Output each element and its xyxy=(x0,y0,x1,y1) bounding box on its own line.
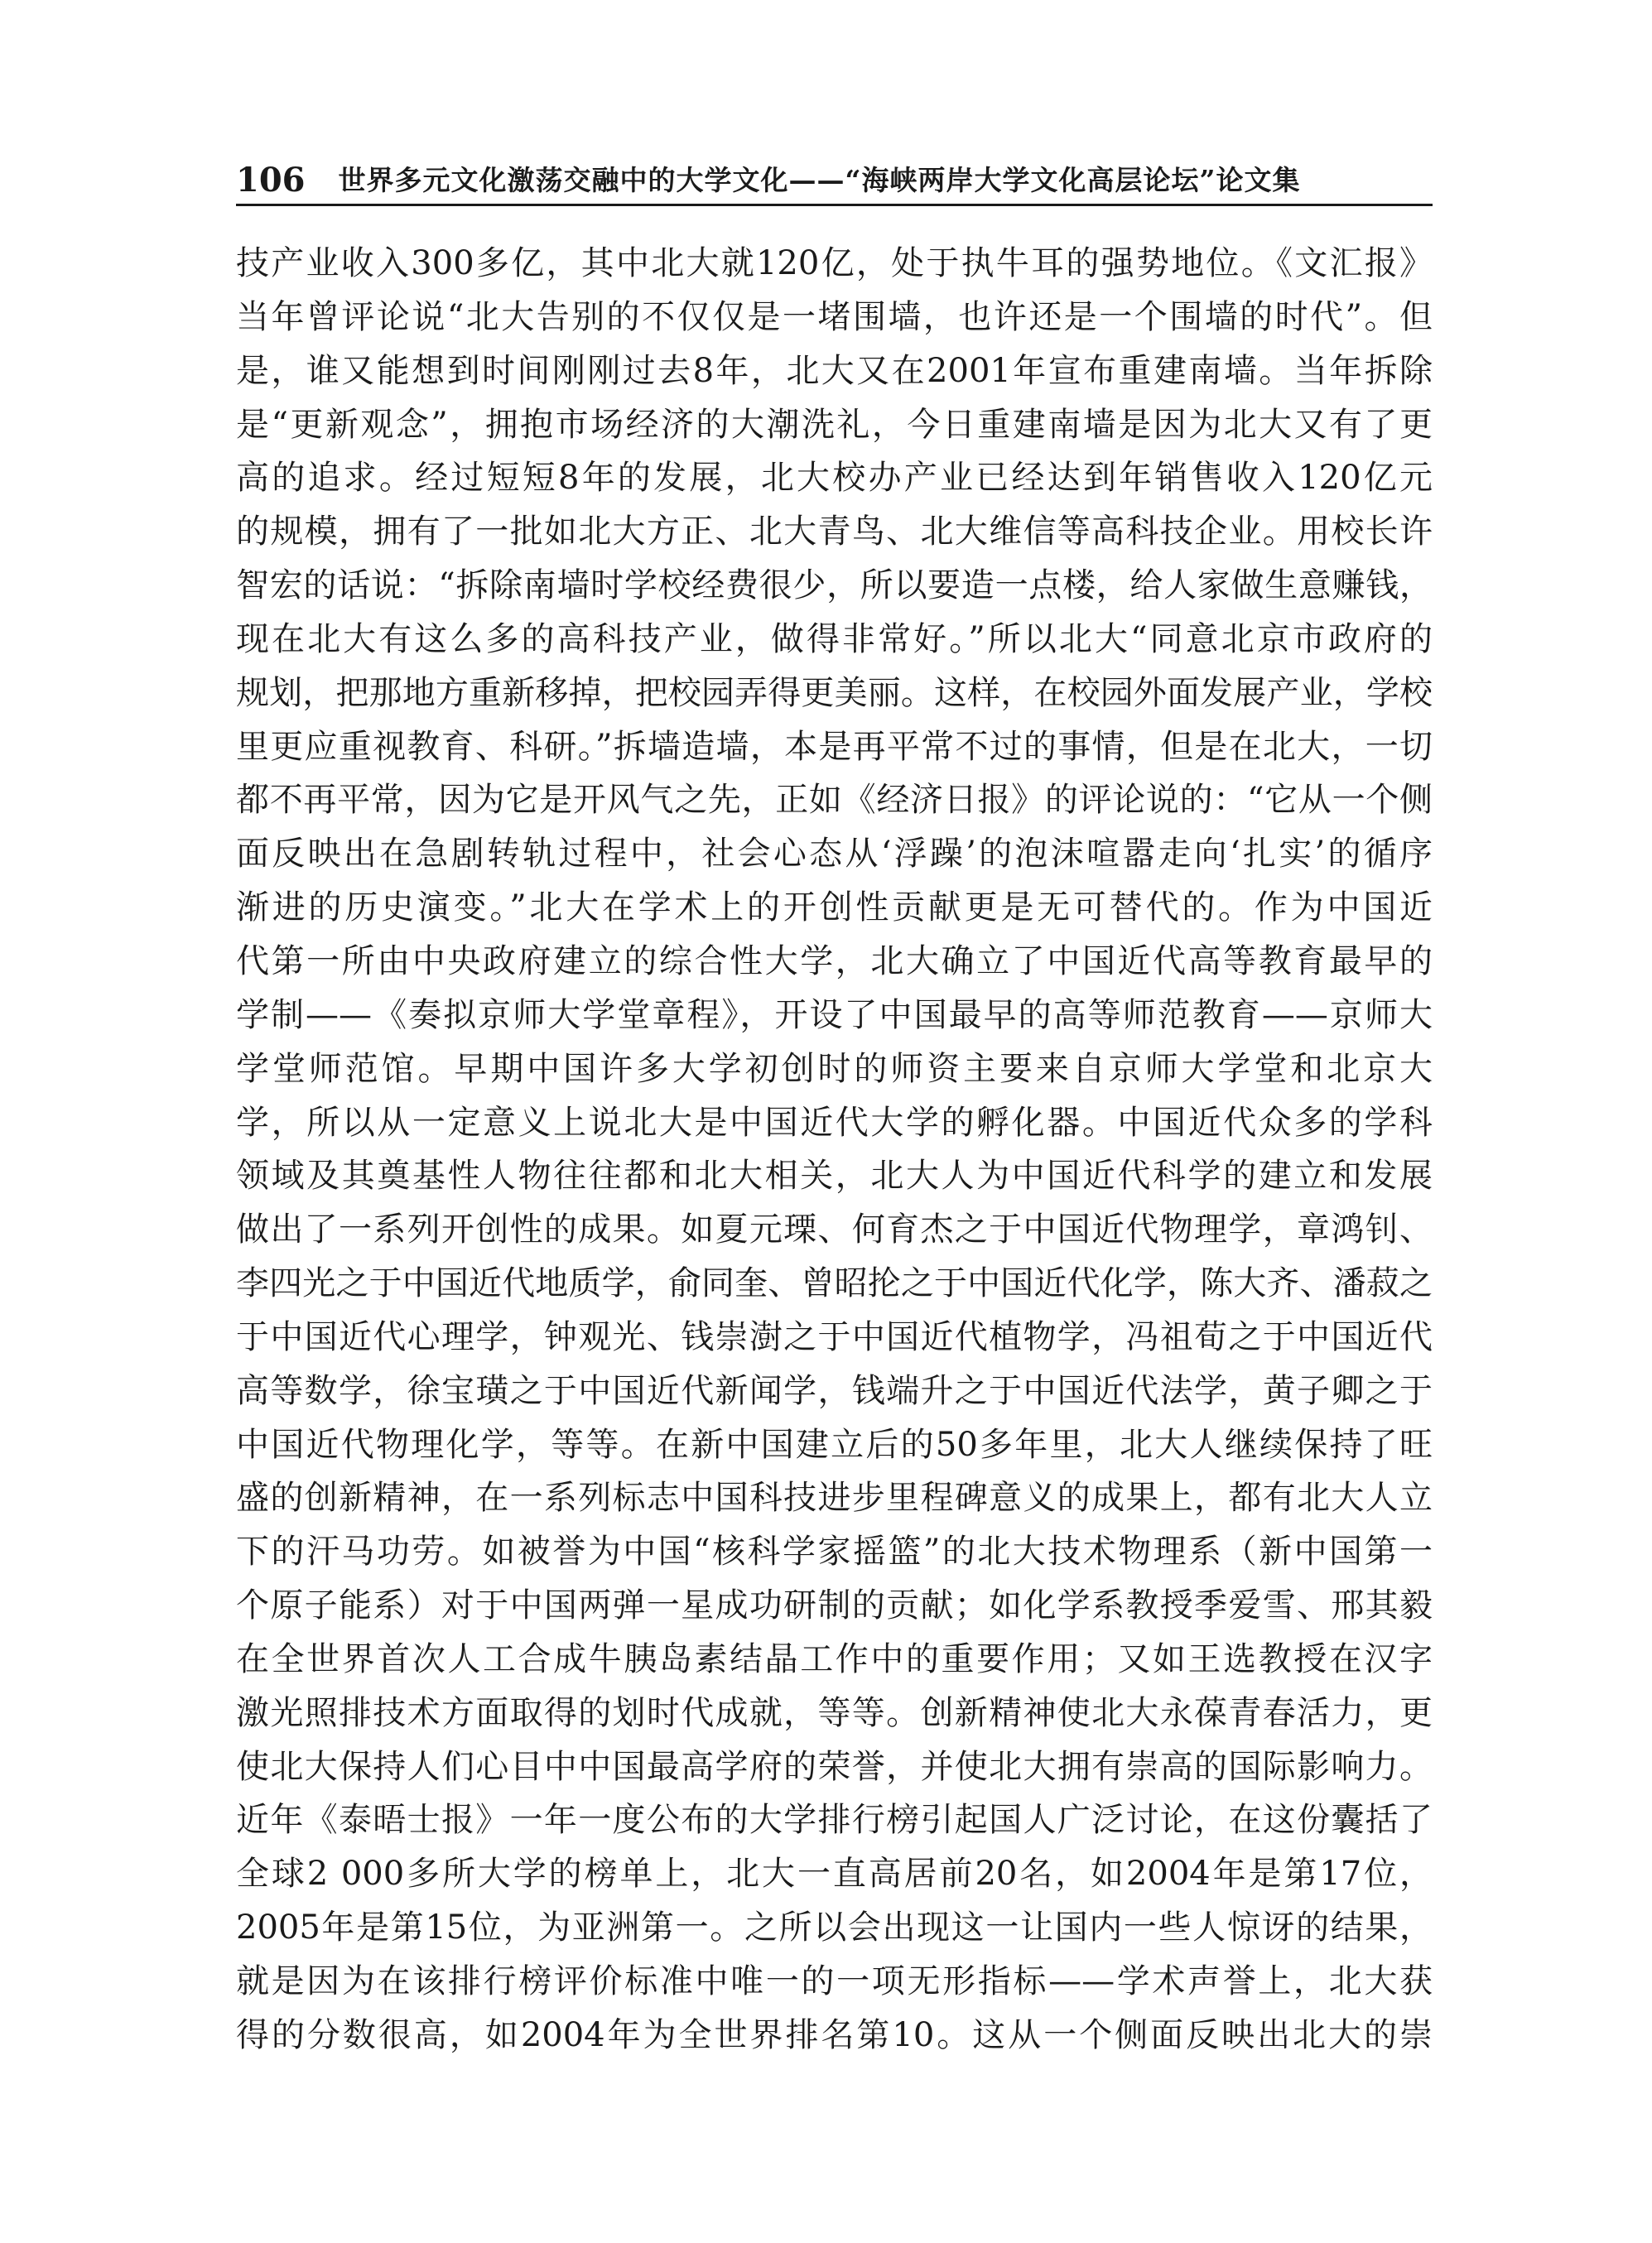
text-line: 技产业收入300多亿，其中北大就120亿，处于执牛耳的强势地位。《文汇报》 xyxy=(236,244,1433,282)
text-line: 近年《泰晤士报》一年一度公布的大学排行榜引起国人广泛讨论，在这份囊括了 xyxy=(236,1801,1433,1840)
text-line: 2005年是第15位，为亚洲第一。之所以会出现这一让国内一些人惊讶的结果， xyxy=(236,1908,1433,1947)
text-line: 学，所以从一定意义上说北大是中国近代大学的孵化器。中国近代众多的学科 xyxy=(236,1103,1433,1142)
text-line: 规划，把那地方重新移掉，把校园弄得更美丽。这样，在校园外面发展产业，学校 xyxy=(236,673,1433,712)
text-line: 现在北大有这么多的高科技产业，做得非常好。”所以北大“同意北京市政府的 xyxy=(236,619,1433,658)
text-line: 学堂师范馆。早期中国许多大学初创时的师资主要来自京师大学堂和北京大 xyxy=(236,1049,1433,1088)
text-line: 使北大保持人们心目中中国最高学府的荣誉，并使北大拥有崇高的国际影响力。 xyxy=(236,1747,1433,1786)
text-line: 的规模，拥有了一批如北大方正、北大青鸟、北大维信等高科技企业。用校长许 xyxy=(236,513,1433,551)
text-line: 渐进的历史演变。”北大在学术上的开创性贡献更是无可替代的。作为中国近 xyxy=(236,888,1433,927)
text-line: 在全世界首次人工合成牛胰岛素结晶工作中的重要作用；又如王选教授在汉字 xyxy=(236,1639,1433,1678)
text-line: 学制——《奏拟京师大学堂章程》，开设了中国最早的高等师范教育——京师大 xyxy=(236,995,1433,1034)
text-line: 激光照排技术方面取得的划时代成就，等等。创新精神使北大永葆青春活力，更 xyxy=(236,1693,1433,1732)
text-line: 李四光之于中国近代地质学，俞同奎、曾昭抡之于中国近代化学，陈大齐、潘菽之 xyxy=(236,1264,1433,1303)
text-line: 中国近代物理化学，等等。在新中国建立后的50多年里，北大人继续保持了旺 xyxy=(236,1425,1433,1464)
text-line: 于中国近代心理学，钟观光、钱崇澍之于中国近代植物学，冯祖荀之于中国近代 xyxy=(236,1317,1433,1356)
text-line: 盛的创新精神，在一系列标志中国科技进步里程碑意义的成果上，都有北大人立 xyxy=(236,1479,1433,1518)
text-line: 是“更新观念”，拥抱市场经济的大潮洗礼，今日重建南墙是因为北大又有了更 xyxy=(236,405,1433,444)
book-title: 世界多元文化激荡交融中的大学文化——“海峡两岸大学文化高层论坛”论文集 xyxy=(338,164,1301,196)
text-line: 个原子能系）对于中国两弹一星成功研制的贡献；如化学系教授季爱雪、邢其毅 xyxy=(236,1586,1433,1625)
text-line: 是，谁又能想到时间刚刚过去8年，北大又在2001年宣布重建南墙。当年拆除 xyxy=(236,351,1433,390)
text-line: 下的汗马功劳。如被誉为中国“核科学家摇篮”的北大技术物理系（新中国第一 xyxy=(236,1533,1433,1572)
header-rule xyxy=(236,204,1433,206)
text-line: 智宏的话说：“拆除南墙时学校经费很少，所以要造一点楼，给人家做生意赚钱， xyxy=(236,566,1433,605)
page-number: 106 xyxy=(236,161,306,200)
running-header xyxy=(236,142,1433,200)
body-text xyxy=(236,237,1433,2063)
text-line: 都不再平常，因为它是开风气之先，正如《经济日报》的评论说的：“它从一个侧 xyxy=(236,781,1433,820)
text-line: 高的追求。经过短短8年的发展，北大校办产业已经达到年销售收入120亿元 xyxy=(236,459,1433,498)
text-line: 做出了一系列开创性的成果。如夏元瑮、何育杰之于中国近代物理学，章鸿钊、 xyxy=(236,1211,1433,1249)
text-line: 面反映出在急剧转轨过程中，社会心态从‘浮躁’的泡沫喧嚣走向‘扎实’的循序 xyxy=(236,835,1433,874)
text-line: 全球2 000多所大学的榜单上，北大一直高居前20名，如2004年是第17位， xyxy=(236,1855,1433,1894)
text-line: 代第一所由中央政府建立的综合性大学，北大确立了中国近代高等教育最早的 xyxy=(236,941,1433,980)
text-line: 高等数学，徐宝璜之于中国近代新闻学，钱端升之于中国近代法学，黄子卿之于 xyxy=(236,1371,1433,1410)
text-line: 领域及其奠基性人物往往都和北大相关，北大人为中国近代科学的建立和发展 xyxy=(236,1157,1433,1196)
text-line: 里更应重视教育、科研。”拆墙造墙，本是再平常不过的事情，但是在北大，一切 xyxy=(236,727,1433,766)
text-line: 当年曾评论说“北大告别的不仅仅是一堵围墙，也许还是一个围墙的时代”。但 xyxy=(236,297,1433,336)
text-line: 得的分数很高，如2004年为全世界排名第10。这从一个侧面反映出北大的崇 xyxy=(236,2015,1433,2054)
text-line: 就是因为在该排行榜评价标准中唯一的一项无形指标——学术声誉上，北大获 xyxy=(236,1962,1433,2000)
